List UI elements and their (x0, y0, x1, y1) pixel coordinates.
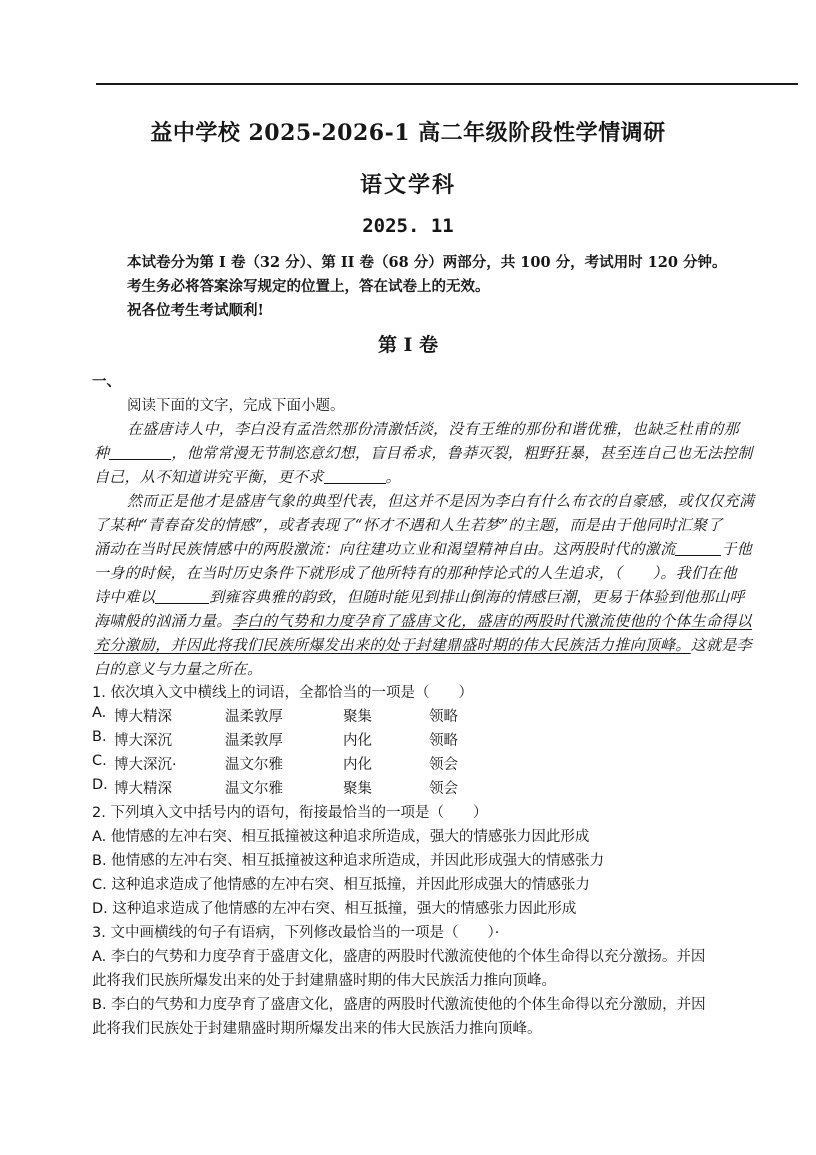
passage-line: 了某种“青春奋发的情感”，或者表现了“怀才不遇和人生若梦”的主题，而是由于他同时汇聚了 (94, 516, 723, 534)
notice-line-3: 祝各位考生考试顺利! (127, 302, 264, 319)
passage-text: 这就是李 (690, 636, 752, 654)
question-3-option-a: A. 李白的气势和力度孕育于盛唐文化，盛唐的两股时代激流使他的个体生命得以充分激扬。并因 (92, 949, 706, 965)
passage-line: 在盛唐诗人中，李白没有孟浩然那份清激恬淡，没有王维的那份和谐优雅，也缺乏杜甫的那 (127, 420, 740, 438)
option-word: 领略 (429, 709, 458, 725)
option-word: 温文尔雅 (225, 757, 283, 773)
notice-line-2: 考生务必将答案涂写规定的位置上，答在试卷上的无效。 (127, 278, 490, 295)
option-letter: A. (92, 705, 107, 721)
fill-blank (675, 541, 721, 556)
notice-line-1: 本试卷分为第 I 卷（32 分）、第 II 卷（68 分）两部分，共 100 分，考试用时 120 分钟。 (127, 254, 727, 271)
question-2-option: D. 这种追求造成了他情感的左冲右突、相互抵撞，强大的情感张力因此形成 (92, 901, 577, 917)
question-3-option-a-cont: 此将我们民族所爆发出来的处于封建鼎盛时期的伟大民族活力推向顶峰。 (92, 973, 556, 989)
passage-text: 涌动在当时民族情感中的两股激流：向往建功立业和渴望精神自由。这两股时代的激流 (94, 540, 676, 558)
passage-text: 于他 (721, 540, 753, 558)
option-word: 聚集 (343, 781, 372, 797)
underlined-sentence: 李白的气势和力度孕育了盛唐文化，盛唐的两股时代激流使他的个体生命得以 (231, 612, 752, 630)
option-word: 内化 (343, 733, 372, 749)
option-word: 温柔敦厚 (225, 709, 283, 725)
question-2-stem: 2. 下列填入文中括号内的语句，衔接最恰当的一项是（ ） (92, 805, 488, 821)
passage-line (94, 610, 752, 631)
underlined-sentence: 充分激励，并因此将我们民族所爆发出来的处于封建鼎盛时期的伟大民族活力推向顶峰。 (94, 636, 691, 654)
question-3-option-b-cont: 此将我们民族处于封建鼎盛时期所爆发出来的伟大民族活力推向顶峰。 (92, 1021, 542, 1037)
passage-text: 种 (94, 444, 110, 462)
option-word: 内化 (343, 757, 372, 773)
option-word: 领略 (429, 733, 458, 749)
question-3-stem: 3. 文中画横线的句子有语病，下列修改最恰当的一项是（ ）· (92, 925, 500, 941)
option-word: 博大深沉· (114, 757, 177, 773)
exam-date: 2025. 11 (362, 215, 454, 237)
fill-blank (324, 469, 386, 484)
passage-text: 。 (385, 468, 401, 486)
passage-text: 自己，从不知道讲究平衡，更不求 (94, 468, 324, 486)
question-3-option-b: B. 李白的气势和力度孕育了盛唐文化，盛唐的两股时代激流使他的个体生命得以充分激励，并因 (92, 997, 706, 1013)
question-2-option: C. 这种追求造成了他情感的左冲右突、相互抵撞，并因此形成强大的情感张力 (92, 877, 590, 893)
option-word: 温文尔雅 (225, 781, 283, 797)
fill-blank (155, 589, 209, 604)
passage-line (94, 442, 753, 463)
question-2-option: A. 他情感的左冲右突、相互抵撞被这种追求所造成，强大的情感张力因此形成 (92, 829, 590, 845)
passage-line (94, 466, 401, 487)
option-word: 博大深沉 (114, 733, 172, 749)
reading-instruction: 阅读下面的文字，完成下面小题。 (127, 398, 345, 414)
option-letter: B. (92, 729, 107, 745)
passage-line (94, 538, 752, 559)
option-word: 领会 (429, 757, 458, 773)
option-letter: D. (92, 777, 108, 793)
question-1-stem: 1. 依次填入文中横线上的词语，全都恰当的一项是（ ） (92, 685, 473, 701)
option-word: 温柔敦厚 (225, 733, 283, 749)
fill-blank (109, 445, 171, 460)
passage-line (94, 634, 752, 655)
passage-text: ，他常常漫无节制恣意幻想，盲目希求，鲁莽灭裂，粗野狂暴，甚至连自己也无法控制 (171, 444, 753, 462)
section-title: 第 I 卷 (377, 334, 439, 356)
passage-line: 一身的时候，在当时历史条件下就形成了他所特有的那种悖论式的人生追求，（ ）。我们在他 (94, 564, 737, 582)
option-word: 博大精深 (114, 709, 172, 725)
subject-title: 语文学科 (359, 172, 456, 198)
passage-text: 诗中难以 (94, 588, 156, 606)
option-word: 博大精深 (114, 781, 172, 797)
part-number: 一、 (92, 374, 121, 390)
exam-title: 益中学校 2025-2026-1 高二年级阶段性学情调研 (150, 120, 666, 146)
option-letter: C. (92, 753, 107, 769)
passage-text: 到雍容典雅的韵致，但随时能见到排山倒海的情感巨潮，更易于体验到他那山呼 (209, 588, 745, 606)
passage-line: 白的意义与力量之所在。 (94, 660, 263, 678)
header-rule (96, 83, 798, 85)
option-word: 领会 (429, 781, 458, 797)
passage-line: 然而正是他才是盛唐气象的典型代表，但这并不是因为李白有什么布衣的自豪感，或仅仅充满 (127, 492, 755, 510)
passage-line (94, 586, 745, 607)
question-2-option: B. 他情感的左冲右突、相互抵撞被这种追求所造成，并因此形成强大的情感张力 (92, 853, 605, 869)
passage-text: 海啸般的汹涌力量。 (94, 612, 232, 630)
option-word: 聚集 (343, 709, 372, 725)
